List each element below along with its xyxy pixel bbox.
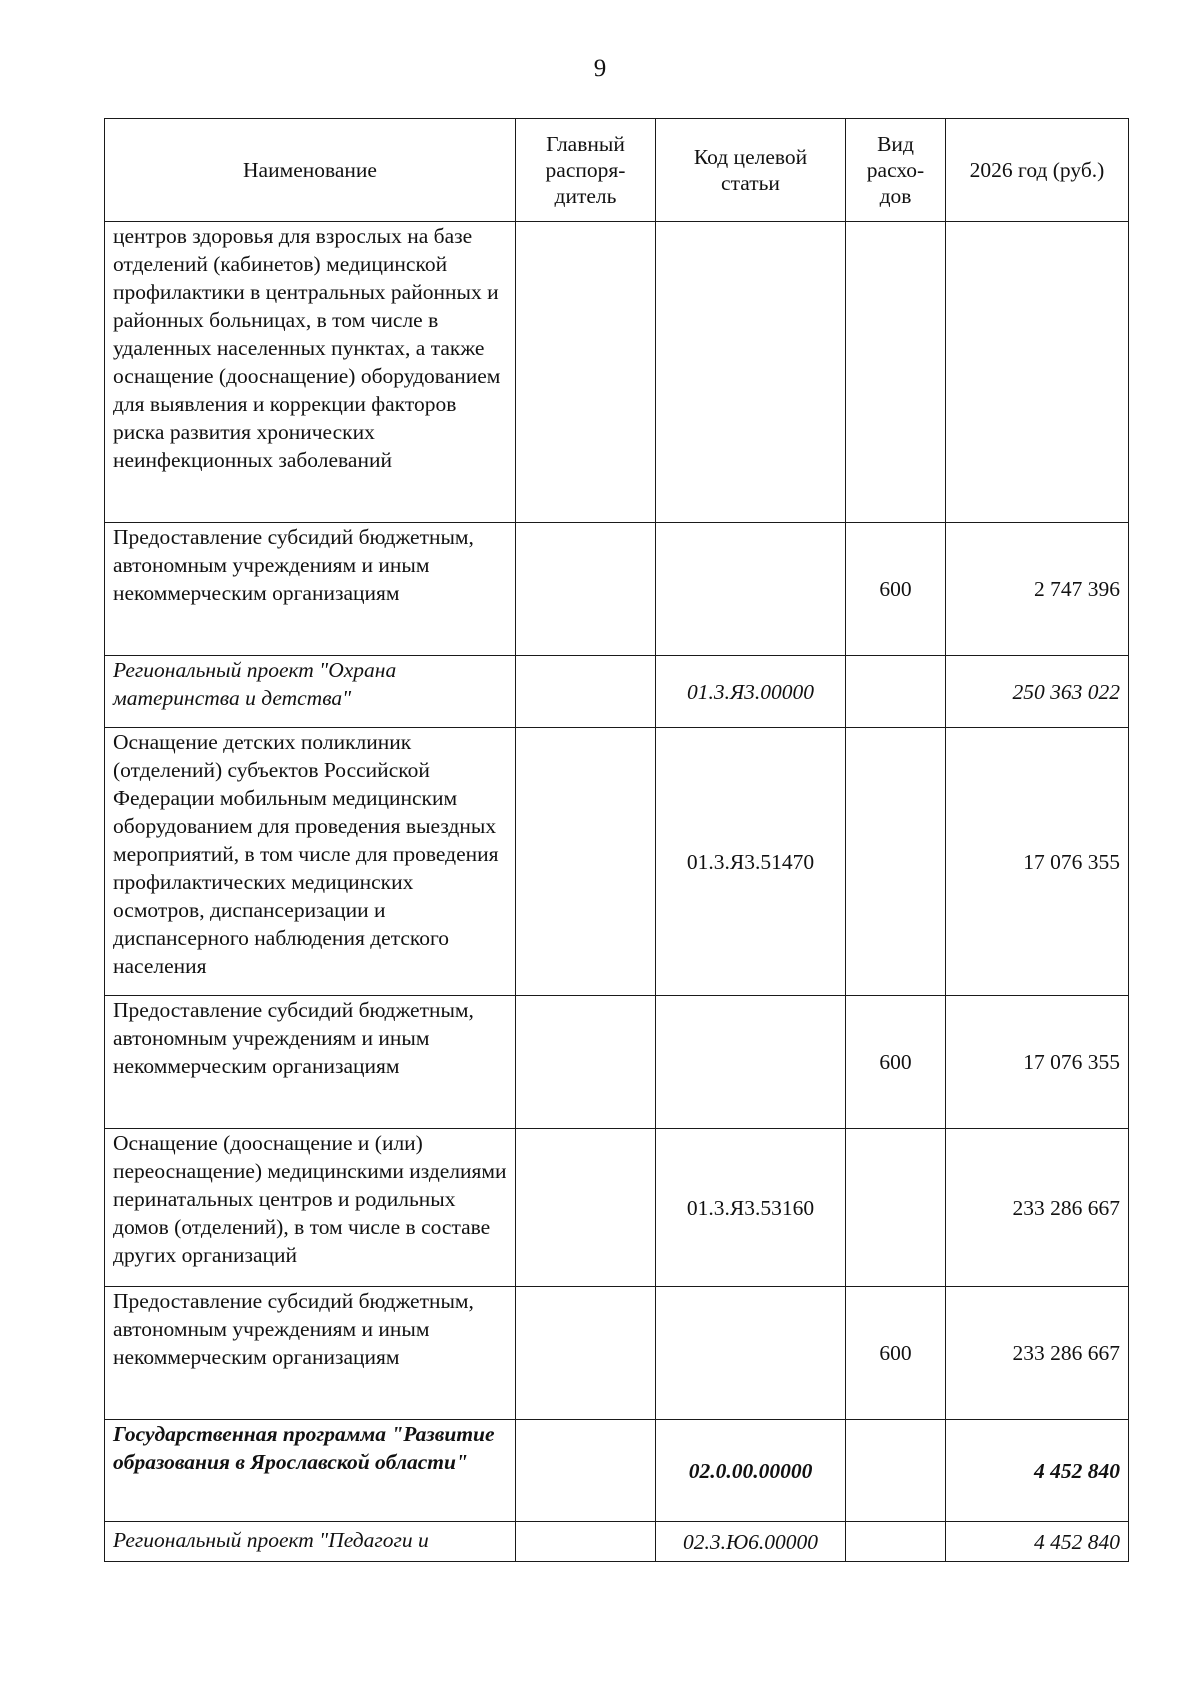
row-amount: 250 363 022 bbox=[946, 656, 1129, 728]
row-name: центров здоровья для взрослых на базе отделений (кабинетов) медицинской профилактики в центральных районных и районных больницах, в том числе в удаленных населенных пунктах, а также оснащение (дооснащение) оборудованием для выявления и коррекции факторов риска развития хронических неинфекционных заболеваний bbox=[105, 222, 516, 523]
row-kind bbox=[846, 656, 946, 728]
row-code: 01.3.Я3.00000 bbox=[656, 656, 846, 728]
row-amount: 233 286 667 bbox=[946, 1287, 1129, 1420]
row-manager bbox=[516, 222, 656, 523]
table-row bbox=[105, 1129, 1129, 1287]
table-row bbox=[105, 1420, 1129, 1522]
row-manager bbox=[516, 1129, 656, 1287]
row-manager bbox=[516, 1420, 656, 1522]
header-amount: 2026 год (руб.) bbox=[946, 119, 1129, 222]
header-code: Код целевой статьи bbox=[656, 119, 846, 222]
header-kind: Вид расхо-дов bbox=[846, 119, 946, 222]
row-code bbox=[656, 222, 846, 523]
row-amount: 4 452 840 bbox=[946, 1420, 1129, 1522]
page-number: 9 bbox=[593, 55, 607, 82]
row-code: 01.3.Я3.51470 bbox=[656, 728, 846, 996]
row-kind bbox=[846, 1522, 946, 1562]
budget-table bbox=[104, 118, 1129, 1562]
row-code bbox=[656, 523, 846, 656]
row-amount: 4 452 840 bbox=[946, 1522, 1129, 1562]
table-row bbox=[105, 523, 1129, 656]
row-amount bbox=[946, 222, 1129, 523]
header-name: Наименование bbox=[105, 119, 516, 222]
row-name: Предоставление субсидий бюджетным, автономным учреждениям и иным некоммерческим организациям bbox=[105, 523, 516, 656]
table-row bbox=[105, 656, 1129, 728]
row-kind: 600 bbox=[846, 996, 946, 1129]
row-code bbox=[656, 996, 846, 1129]
row-code: 02.3.Ю6.00000 bbox=[656, 1522, 846, 1562]
row-manager bbox=[516, 656, 656, 728]
row-kind bbox=[846, 222, 946, 523]
row-amount: 233 286 667 bbox=[946, 1129, 1129, 1287]
row-kind bbox=[846, 728, 946, 996]
table-row bbox=[105, 1287, 1129, 1420]
table-row bbox=[105, 996, 1129, 1129]
row-kind: 600 bbox=[846, 1287, 946, 1420]
row-manager bbox=[516, 728, 656, 996]
table-header-row bbox=[105, 119, 1129, 222]
row-name: Оснащение детских поликлиник (отделений) субъектов Российской Федерации мобильным медицинским оборудованием для проведения выездных мероприятий, в том числе для проведения профилактических медицинских осмотров, диспансеризации и диспансерного наблюдения детского населения bbox=[105, 728, 516, 996]
row-manager bbox=[516, 523, 656, 656]
row-code bbox=[656, 1287, 846, 1420]
header-manager: Главный распоря-дитель bbox=[516, 119, 656, 222]
row-name: Предоставление субсидий бюджетным, автономным учреждениям и иным некоммерческим организациям bbox=[105, 1287, 516, 1420]
row-code: 01.3.Я3.53160 bbox=[656, 1129, 846, 1287]
row-name: Оснащение (дооснащение и (или) переоснащение) медицинскими изделиями перинатальных центров и родильных домов (отделений), в том числе в составе других организаций bbox=[105, 1129, 516, 1287]
row-manager bbox=[516, 996, 656, 1129]
row-name: Предоставление субсидий бюджетным, автономным учреждениям и иным некоммерческим организациям bbox=[105, 996, 516, 1129]
row-name: Региональный проект "Педагоги и bbox=[105, 1522, 516, 1562]
table-row bbox=[105, 222, 1129, 523]
table-row bbox=[105, 728, 1129, 996]
row-kind: 600 bbox=[846, 523, 946, 656]
row-manager bbox=[516, 1287, 656, 1420]
row-amount: 2 747 396 bbox=[946, 523, 1129, 656]
row-manager bbox=[516, 1522, 656, 1562]
row-amount: 17 076 355 bbox=[946, 728, 1129, 996]
row-kind bbox=[846, 1420, 946, 1522]
row-name: Региональный проект "Охрана материнства и детства" bbox=[105, 656, 516, 728]
table-row bbox=[105, 1522, 1129, 1562]
row-amount: 17 076 355 bbox=[946, 996, 1129, 1129]
row-kind bbox=[846, 1129, 946, 1287]
row-name: Государственная программа "Развитие образования в Ярославской области" bbox=[105, 1420, 516, 1522]
row-code: 02.0.00.00000 bbox=[656, 1420, 846, 1522]
